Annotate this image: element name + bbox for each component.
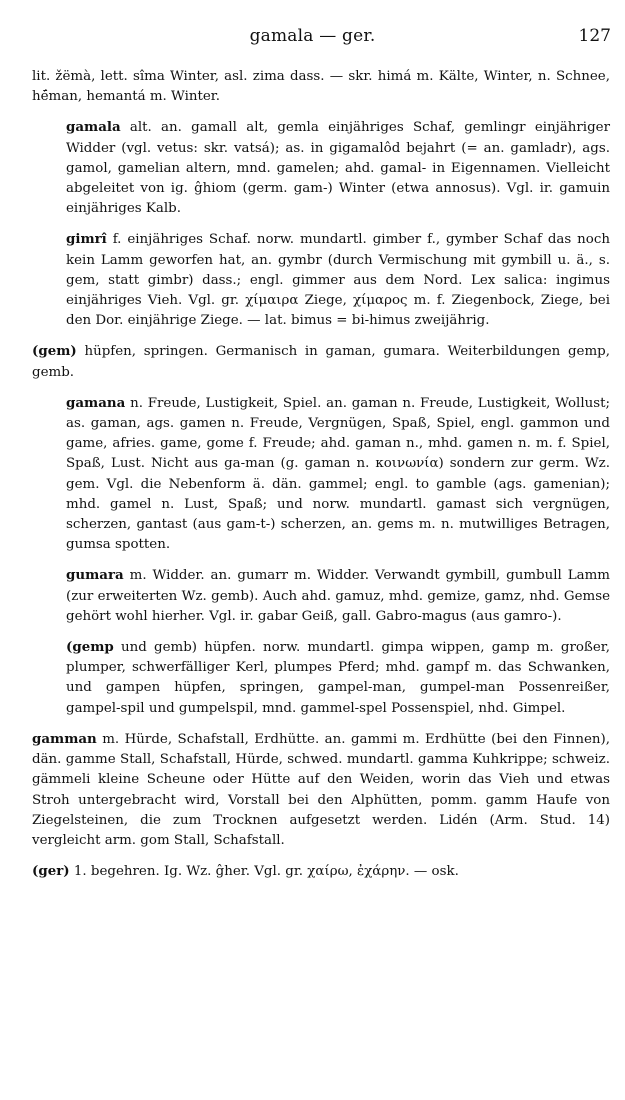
entry-text: alt. an. gamall alt, gemla einjähriges Schaf, gemlingr einjähriger Widder (vgl. vetus: skr. vatsá); as. in gigamalôd bejahrt (= an. gamladr), ags. gamol, gamelian altern, mnd. gamelen; ahd. gamal- in Eigennamen. Vielleicht abgeleitet von ig. ĝhiom (germ. gam-) Winter (etwa annosus). Vgl. ir. gamuin einjähriges Kalb. (66, 120, 610, 217)
entry-lemma: (ger) (32, 863, 70, 880)
entry-lemma: (gem) (32, 343, 77, 360)
entry-text: f. einjähriges Schaf. norw. mundartl. gimber f., gymber Schaf das noch kein Lamm geworfen hat, an. gymbr (durch Vermischung mit gymbill u. ä., s. gem, statt gimbr) dass.; engl. gimmer aus dem Nord. Lex salica: ingimus einjähriges Vieh. Vgl. gr. χίμαιρα Ziege, χίμαρος m. f. Ziegenbock, Ziege, bei den Dor. einjährige Ziege. — lat. bimus = bi-himus zweijährig. (66, 232, 610, 329)
entry-continuation (32, 66, 610, 107)
entry-gem (32, 341, 610, 382)
entry-gemp (32, 637, 610, 719)
entry-text: lit. žëmà, lett. sîma Winter, asl. zima dass. — skr. himá m. Kälte, Winter, n. Schnee, hé̄man, hemantá m. Winter. (32, 69, 610, 105)
running-header (0, 26, 625, 52)
entry-gumara (32, 565, 610, 627)
entry-lemma: gamala (66, 119, 121, 136)
header-title: gamala — ger. (249, 26, 376, 46)
entry-text: m. Hürde, Schafstall, Erdhütte. an. gammi m. Erdhütte (bei den Finnen), dän. gamme Stall, Schafstall, Hürde, schwed. mundartl. gamma Kuhkrippe; schweiz. gämmeli kleine Scheune oder Hütte auf den Weiden, worin das Vieh und etwas Stroh untergebracht wird, Vorstall bei den Alphütten, pomm. gamm Haufe von Ziegelsteinen, die zum Trocknen aufgesetzt werden. Lidén (Arm. Stud. 14) vergleicht arm. gom Stall, Schafstall. (32, 731, 610, 848)
entry-text: und gemb) hüpfen. norw. mundartl. gimpa wippen, gamp m. großer, plumper, schwerfälliger Kerl, plumpes Pferd; mhd. gampf m. das Schwanken, und gampen hüpfen, springen, gampel-man, gumpel-man Possenreißer, gampel-spil und gumpelspil, mnd. gammel-spel Possenspiel, nhd. Gimpel. (66, 640, 610, 716)
page-body (32, 66, 610, 892)
entry-text: n. Freude, Lustigkeit, Spiel. an. gaman n. Freude, Lustigkeit, Wollust; as. gaman, ags. gamen n. Freude, Vergnügen, Spaß, Spiel, engl. gammon und game, afries. game, gome f. Freude; ahd. gaman n., mhd. gamen n. m. f. Spiel, Spaß, Lust. Nicht aus ga-man (g. gaman n. κοινωνία) sondern zur germ. Wz. gem. Vgl. die Nebenform ä. dän. gammel; engl. to gamble (ags. gamenian); mhd. gamel n. Lust, Spaß; und norw. mundartl. gamast sich vergnügen, scherzen, gantast (aus gam-t-) scherzen, an. gems m. n. mutwilliges Betragen, gumsa spotten. (66, 395, 610, 553)
entry-ger (32, 861, 610, 882)
entry-lemma: (gemp (66, 639, 114, 656)
entry-gamana (32, 393, 610, 556)
page-number: 127 (578, 26, 611, 46)
entry-lemma: gumara (66, 567, 124, 584)
entry-lemma: gimrî (66, 231, 107, 248)
entry-gamala (32, 117, 610, 219)
entry-text: 1. begehren. Ig. Wz. ĝher. Vgl. gr. χαίρω, ἐχάρην. — osk. (69, 864, 459, 880)
entry-lemma: gamman (32, 730, 97, 747)
entry-text: hüpfen, springen. Germanisch in gaman, gumara. Weiterbildungen gemp, gemb. (32, 344, 610, 380)
entry-lemma: gamana (66, 394, 126, 411)
entry-text: m. Widder. an. gumarr m. Widder. Verwandt gymbill, gumbull Lamm (zur erweiterten Wz. gemb). Auch ahd. gamuz, mhd. gemize, gamz, nhd. Gemse gehört wohl hierher. Vgl. ir. gabar Geiß, gall. Gabro-magus (aus gamro-). (66, 568, 610, 624)
entry-gimri (32, 229, 610, 331)
entry-gamman (32, 729, 610, 851)
